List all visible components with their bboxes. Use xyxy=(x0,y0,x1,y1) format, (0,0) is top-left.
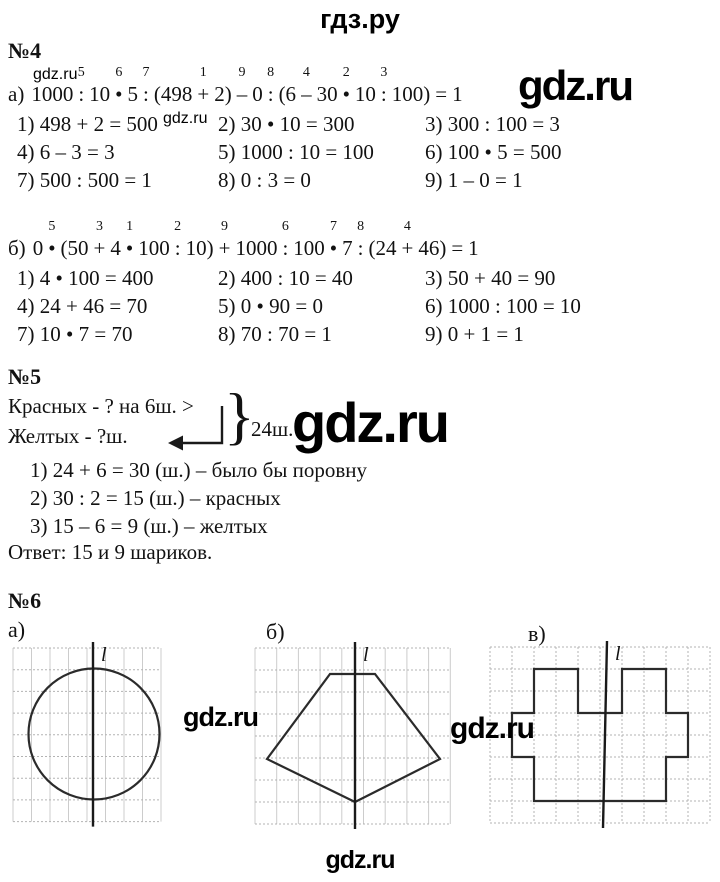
order-number: 1 xyxy=(199,65,207,80)
order-number: 3 xyxy=(380,65,388,80)
watermark-large-task4: gdz.ru xyxy=(518,62,632,109)
task5-answer: Ответ: 15 и 9 шариков. xyxy=(8,540,213,564)
arrow-icon xyxy=(166,404,228,452)
svg-text:l: l xyxy=(615,643,621,665)
expr-token: (498 xyxy=(153,82,193,106)
expr-token: • 2 xyxy=(342,65,350,106)
solution-step: 3) 15 – 6 = 9 (ш.) – желтых xyxy=(30,514,268,538)
watermark-figure-b: gdz.ru xyxy=(450,712,534,745)
expr-token: : 8 xyxy=(357,219,365,260)
task4-expression-b xyxy=(8,219,484,261)
figure-canvas-1 xyxy=(13,641,165,829)
solution-step: 8) 0 : 3 = 0 xyxy=(218,168,311,192)
expr-token: : 7 xyxy=(142,65,150,106)
order-number: 9 xyxy=(238,65,246,80)
solution-step: 6) 1000 : 100 = 10 xyxy=(425,294,581,318)
solution-step: 1) 498 + 2 = 500 xyxy=(17,112,158,136)
order-number: 8 xyxy=(357,219,365,234)
task5-steps xyxy=(30,456,367,540)
expr-token: (24 xyxy=(368,236,397,260)
expr-token: : 2 xyxy=(174,219,182,260)
watermark-small-row1: gdz.ru xyxy=(163,110,208,127)
expr-token: + 3 xyxy=(93,219,106,260)
task5-condition-line2: Желтых - ?ш. xyxy=(8,424,128,448)
figure-label-2: б) xyxy=(266,619,285,644)
expr-token: 30 xyxy=(316,82,338,106)
svg-text:l: l xyxy=(101,644,107,666)
solution-step: 5) 1000 : 10 = 100 xyxy=(218,140,374,164)
solution-step: 4) 6 – 3 = 3 xyxy=(17,140,115,164)
expr-token: : 5 xyxy=(77,65,85,106)
expr-token: = xyxy=(451,236,464,260)
expr-token: : 3 xyxy=(380,65,388,106)
solution-step: 2) 30 • 10 = 300 xyxy=(218,112,355,136)
order-number: 9 xyxy=(221,219,229,234)
expr-token: 7 xyxy=(342,236,353,260)
order-number: 3 xyxy=(95,219,103,234)
expr-token: (50 xyxy=(60,236,89,260)
expr-token: 5 xyxy=(127,82,139,106)
order-number: 2 xyxy=(342,65,350,80)
solution-step: 7) 500 : 500 = 1 xyxy=(17,168,152,192)
watermark-large-task5: gdz.ru xyxy=(292,391,448,454)
expr-token: • 1 xyxy=(125,219,134,260)
expr-token: 4 xyxy=(110,236,121,260)
order-number: 7 xyxy=(329,219,337,234)
solution-step: 9) 1 – 0 = 1 xyxy=(425,168,523,192)
expr-token: 1 xyxy=(452,82,463,106)
solution-step: 7) 10 • 7 = 70 xyxy=(17,322,133,346)
order-number: 4 xyxy=(403,219,411,234)
solution-step: 3) 50 + 40 = 90 xyxy=(425,266,556,290)
expr-token: 0 xyxy=(32,236,44,260)
task4-label: №4 xyxy=(8,38,42,63)
watermark-figure-a: gdz.ru xyxy=(183,702,258,732)
expr-token: 100 xyxy=(293,236,325,260)
expr-token: : 8 xyxy=(267,65,275,106)
part-label-b: б) xyxy=(8,236,26,260)
solution-step: 2) 30 : 2 = 15 (ш.) – красных xyxy=(30,486,281,510)
expression-tokens-b xyxy=(32,219,484,260)
expr-token: 10 xyxy=(354,82,376,106)
solution-step: 2) 400 : 10 = 40 xyxy=(218,266,353,290)
figure-label-1: а) xyxy=(8,617,26,642)
expr-token: + 9 xyxy=(218,219,231,260)
expr-token: 1000 xyxy=(31,82,74,106)
task5-condition-line1: Красных - ? на 6ш. > xyxy=(8,394,194,418)
order-number: 1 xyxy=(126,219,134,234)
site-footer-logo: gdz.ru xyxy=(325,846,395,874)
order-number: 7 xyxy=(142,65,150,80)
order-number: 2 xyxy=(174,219,182,234)
order-number: 5 xyxy=(77,65,85,80)
order-number: 6 xyxy=(281,219,289,234)
expr-token: + 1 xyxy=(197,65,210,106)
site-header-logo: гдз.ру xyxy=(320,4,400,34)
order-number: 8 xyxy=(267,65,275,80)
task4-steps-b xyxy=(17,264,581,348)
expr-token: • 5 xyxy=(48,219,56,260)
solution-step: 6) 100 • 5 = 500 xyxy=(425,140,562,164)
task5-label: №5 xyxy=(8,364,42,389)
expr-token: – 9 xyxy=(236,65,248,106)
expr-token: 1 xyxy=(468,236,479,260)
expr-token: = xyxy=(435,82,448,106)
order-number: 4 xyxy=(302,65,310,80)
expr-token: 46) xyxy=(418,236,447,260)
solution-step: 1) 24 + 6 = 30 (ш.) – было бы поровну xyxy=(30,458,368,482)
expr-token: 0 xyxy=(252,82,263,106)
expr-token: 100 xyxy=(138,236,170,260)
brace-symbol: } xyxy=(224,380,255,451)
figure-canvas-2 xyxy=(255,641,455,831)
expr-token: • 7 xyxy=(329,219,338,260)
solution-step: 5) 0 • 90 = 0 xyxy=(218,294,323,318)
order-number: 5 xyxy=(48,219,56,234)
expr-token: 1000 xyxy=(235,236,278,260)
expr-token: : 6 xyxy=(281,219,289,260)
solution-step: 9) 0 + 1 = 1 xyxy=(425,322,524,346)
part-label-a: а) xyxy=(8,82,25,106)
expr-token: – 4 xyxy=(301,65,312,106)
expr-token: 10 xyxy=(89,82,111,106)
watermark-small-top: gdz.ru xyxy=(33,66,78,83)
expr-token: • 6 xyxy=(115,65,123,106)
task6-label: №6 xyxy=(8,588,42,613)
expr-token: 2) xyxy=(214,82,232,106)
order-number: 6 xyxy=(115,65,123,80)
expr-token: 10) xyxy=(185,236,214,260)
expr-token: + 4 xyxy=(401,219,414,260)
expr-token: 100) xyxy=(391,82,431,106)
task5-total: 24ш. xyxy=(251,417,294,441)
solution-step: 4) 24 + 46 = 70 xyxy=(17,294,148,318)
solution-step: 1) 4 • 100 = 400 xyxy=(17,266,154,290)
expr-token: (6 xyxy=(278,82,297,106)
figure-label-3: в) xyxy=(528,621,546,646)
solution-step: 3) 300 : 100 = 3 xyxy=(425,112,560,136)
svg-text:l: l xyxy=(363,644,369,666)
solution-step: 8) 70 : 70 = 1 xyxy=(218,322,332,346)
task4-steps-a xyxy=(17,110,561,194)
